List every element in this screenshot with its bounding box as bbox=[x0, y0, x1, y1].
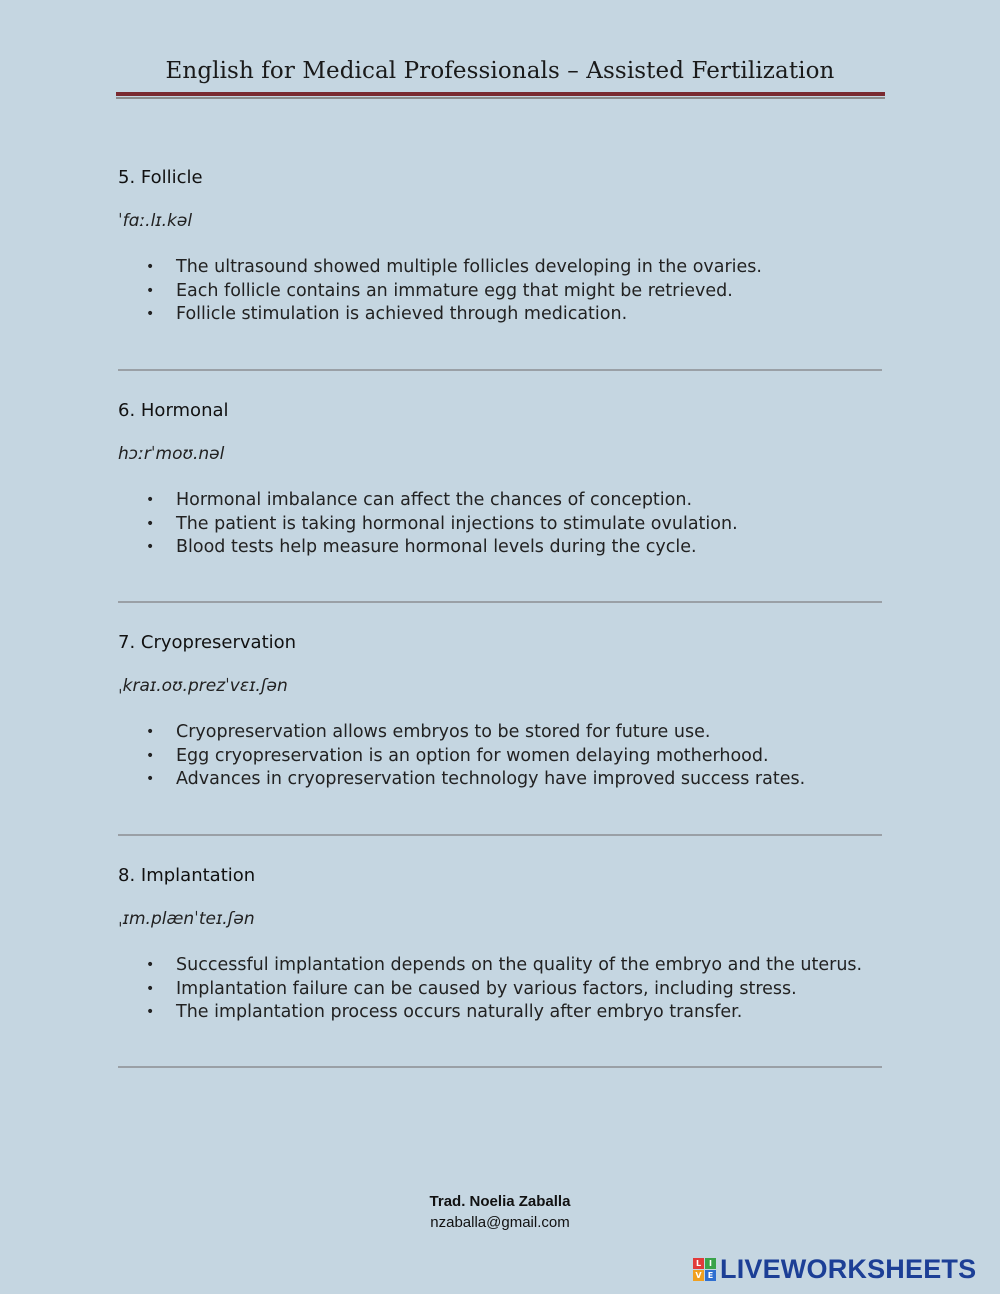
ipa-transcription: ˌɪm.plænˈteɪ.ʃən bbox=[118, 909, 255, 929]
example-sentence: • Hormonal imbalance can affect the chances of conception. bbox=[118, 489, 882, 513]
vocab-entry-cryopreservation bbox=[118, 632, 882, 792]
section-divider bbox=[118, 601, 882, 603]
bullet-icon: • bbox=[146, 306, 155, 322]
example-sentence: • Cryopreservation allows embryos to be stored for future use. bbox=[118, 721, 882, 745]
ipa-transcription: hɔːrˈmoʊ.nəl bbox=[118, 444, 225, 464]
liveworksheets-logo-icon bbox=[693, 1258, 716, 1281]
example-sentence: • The patient is taking hormonal injections to stimulate ovulation. bbox=[118, 513, 882, 537]
term-heading: 6. Hormonal bbox=[118, 400, 229, 421]
example-sentence: • Follicle stimulation is achieved through medication. bbox=[118, 303, 882, 327]
logo-tile: I bbox=[705, 1258, 716, 1269]
bullet-icon: • bbox=[146, 1004, 155, 1020]
bullet-icon: • bbox=[146, 771, 155, 787]
ipa-transcription: ˌkraɪ.oʊ.prezˈvɛɪ.ʃən bbox=[118, 676, 288, 696]
bullet-icon: • bbox=[146, 259, 155, 275]
vocab-entry-follicle bbox=[118, 167, 882, 327]
bullet-icon: • bbox=[146, 747, 155, 764]
brand-wordmark: LIVEWORKSHEETS bbox=[720, 1254, 977, 1284]
example-list bbox=[118, 489, 882, 560]
bullet-icon: • bbox=[146, 282, 155, 299]
section-divider bbox=[118, 1066, 882, 1068]
example-list bbox=[118, 256, 882, 327]
translator-name: Trad. Noelia Zaballa bbox=[429, 1193, 571, 1210]
logo-tile: E bbox=[705, 1270, 716, 1281]
bullet-icon: • bbox=[146, 957, 155, 973]
liveworksheets-logo[interactable] bbox=[693, 1254, 976, 1285]
logo-tile: V bbox=[693, 1270, 704, 1281]
vocab-entry-implantation bbox=[118, 865, 882, 1025]
example-sentence: • The implantation process occurs naturally after embryo transfer. bbox=[118, 1001, 882, 1025]
example-sentence: • The ultrasound showed multiple follicles developing in the ovaries. bbox=[118, 256, 882, 280]
section-divider bbox=[118, 834, 882, 836]
example-sentence: • Advances in cryopreservation technology have improved success rates. bbox=[118, 768, 882, 792]
vocab-entry-hormonal bbox=[118, 400, 882, 560]
bullet-icon: • bbox=[146, 980, 155, 997]
bullet-icon: • bbox=[146, 539, 155, 555]
document-title: English for Medical Professionals – Assisted Fertilization bbox=[165, 58, 835, 84]
example-sentence: • Blood tests help measure hormonal levels during the cycle. bbox=[118, 536, 882, 560]
bullet-icon: • bbox=[146, 724, 155, 740]
term-heading: 8. Implantation bbox=[118, 865, 256, 886]
ipa-transcription: ˈfɑː.lɪ.kəl bbox=[118, 211, 193, 231]
example-list bbox=[118, 721, 882, 792]
logo-tile: L bbox=[693, 1258, 704, 1269]
section-divider bbox=[118, 369, 882, 371]
example-list bbox=[118, 954, 882, 1025]
translator-email: nzaballa@gmail.com bbox=[430, 1214, 570, 1231]
term-heading: 5. Follicle bbox=[118, 167, 203, 188]
example-sentence: • Successful implantation depends on the quality of the embryo and the uterus. bbox=[118, 954, 882, 978]
term-heading: 7. Cryopreservation bbox=[118, 632, 297, 653]
example-sentence: • Each follicle contains an immature egg that might be retrieved. bbox=[118, 280, 882, 304]
example-sentence: • Egg cryopreservation is an option for women delaying motherhood. bbox=[118, 745, 882, 769]
header-rule-thin bbox=[116, 97, 885, 99]
example-sentence: • Implantation failure can be caused by various factors, including stress. bbox=[118, 978, 882, 1002]
bullet-icon: • bbox=[146, 515, 155, 532]
header-rule bbox=[116, 92, 885, 96]
bullet-icon: • bbox=[146, 492, 155, 508]
translator-credit bbox=[0, 1193, 1000, 1231]
